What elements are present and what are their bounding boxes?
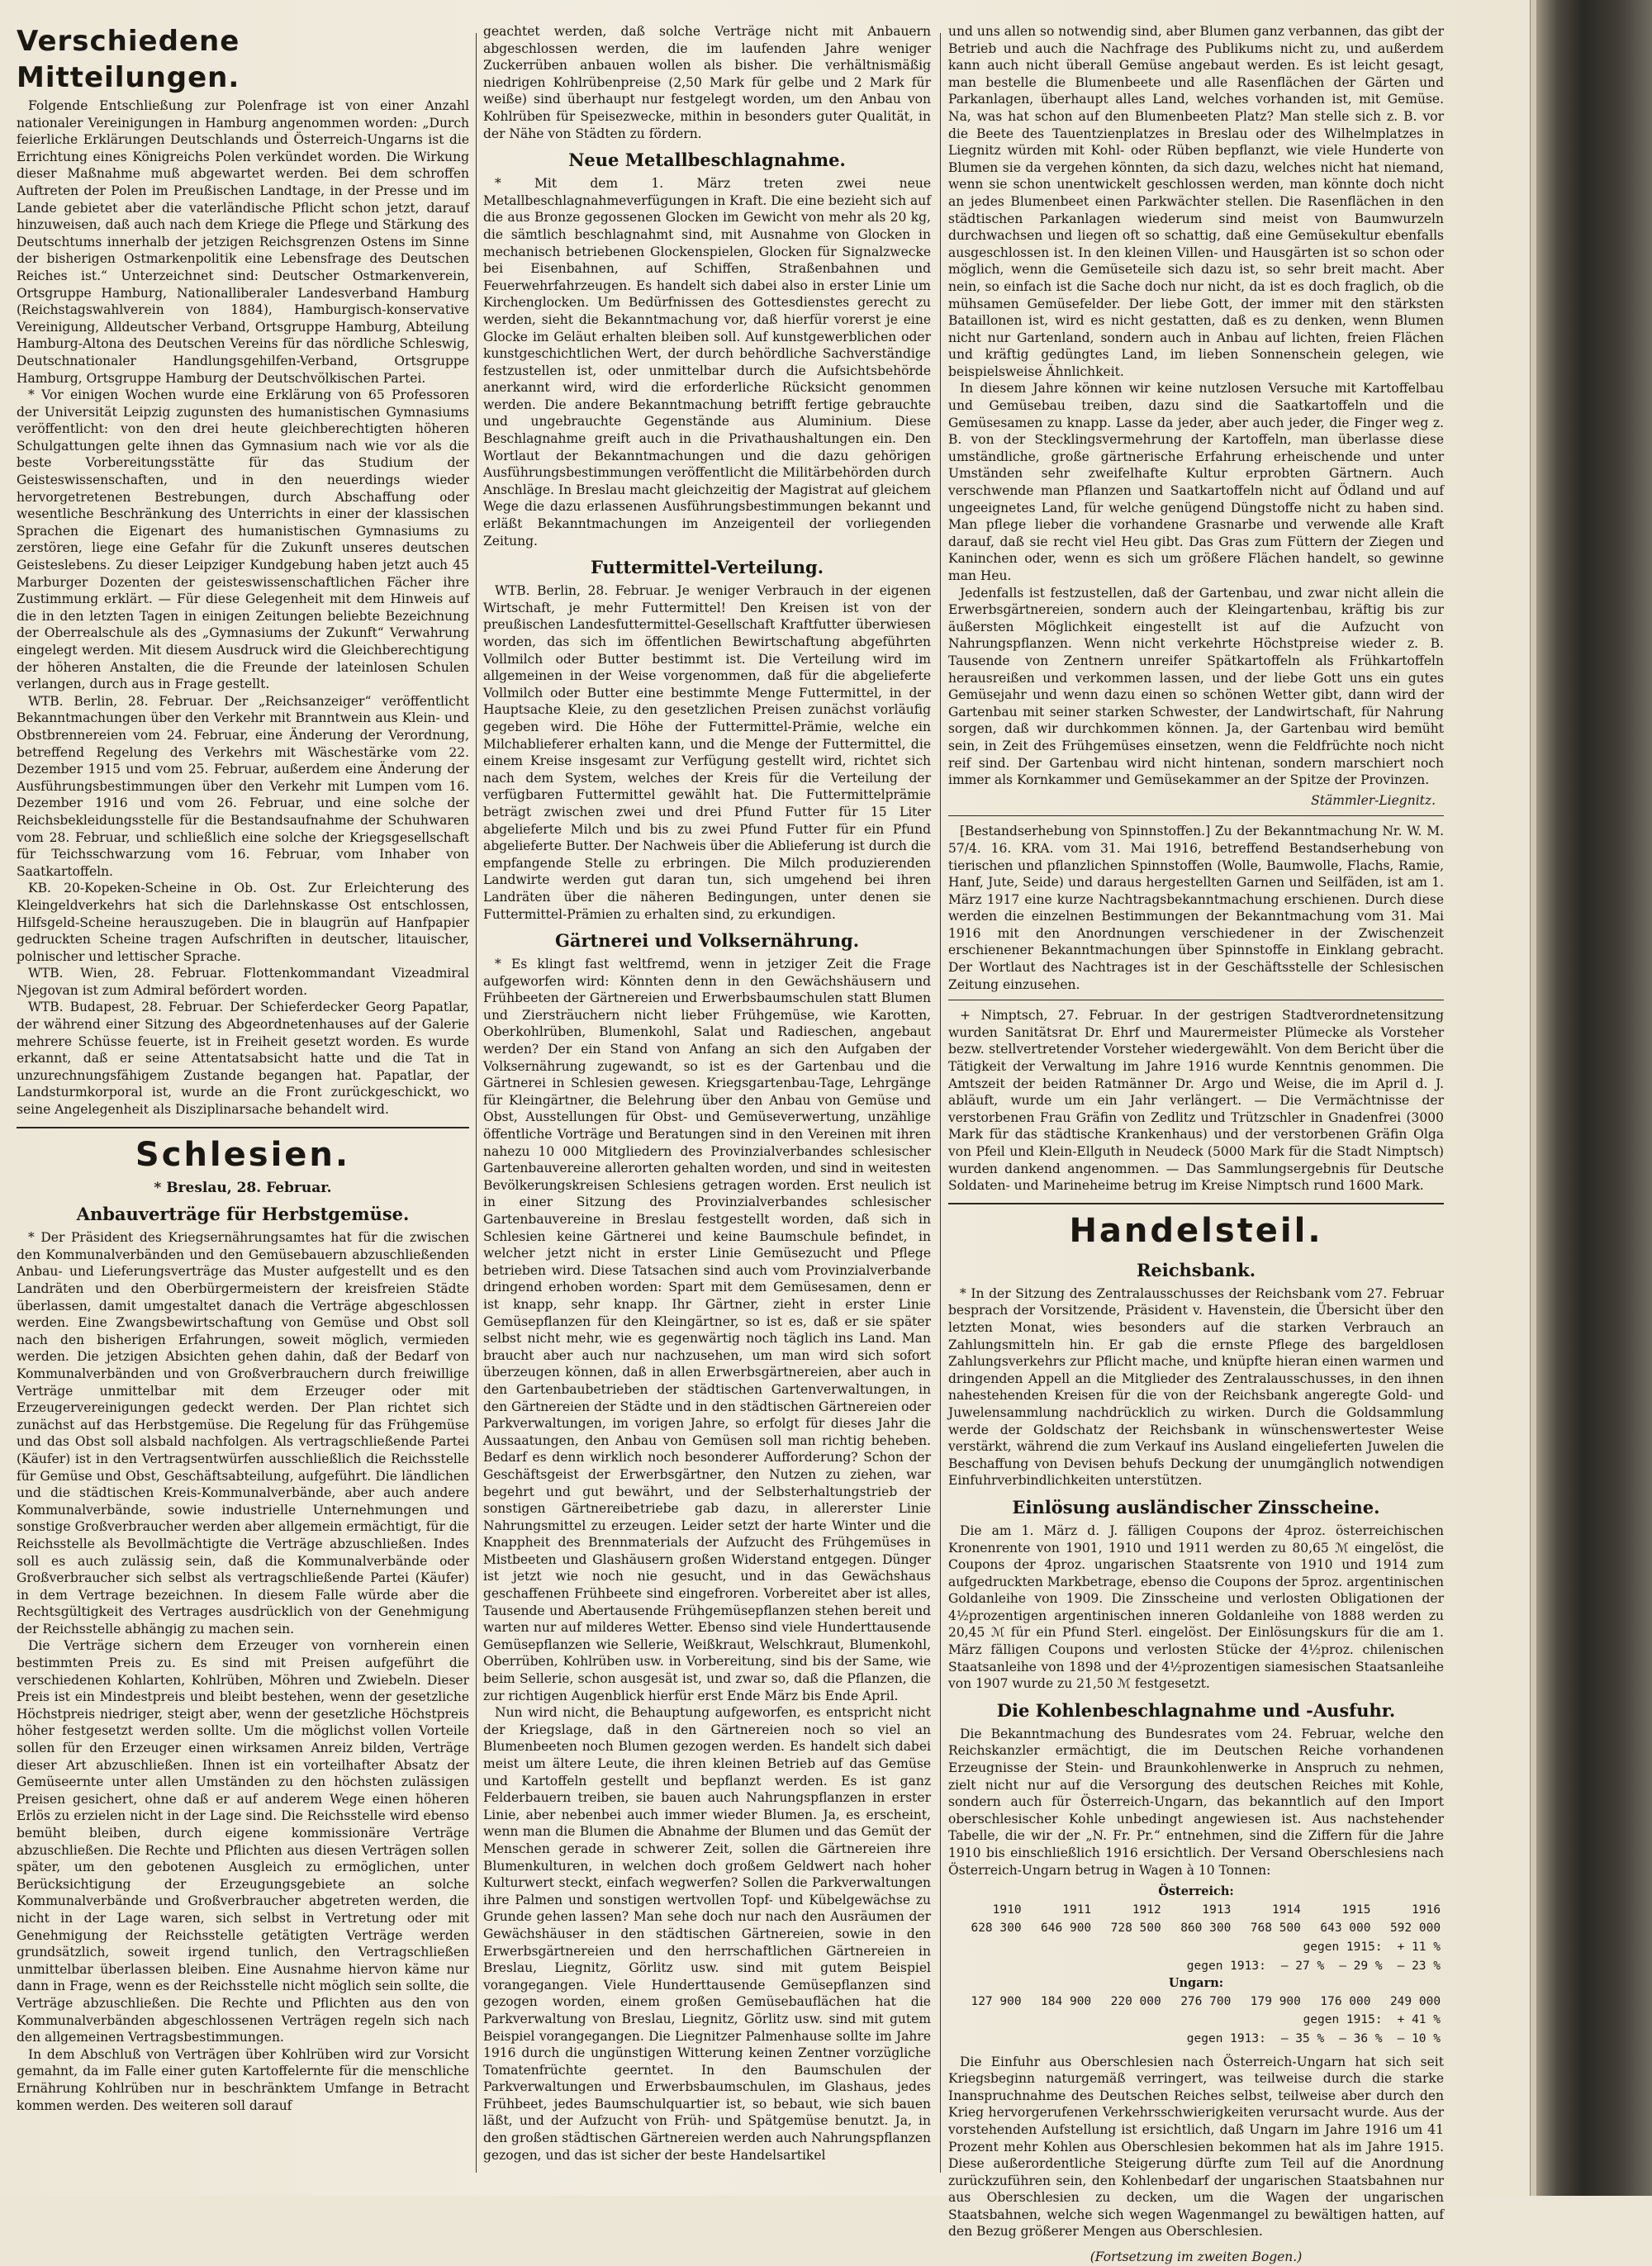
table-title-austria: Österreich: [1158, 1884, 1234, 1899]
table-cell: 646 900 [1041, 1922, 1092, 1936]
table-cell: 643 000 [1320, 1922, 1371, 1936]
article-paragraph: * Es klingt fast weltfremd, wenn in jetziger Zeit die Frage aufgeworfen wird: Könnten denn in den Gewächshäusern und Frühbeeten der Gärtnereien und Erwerbsbaumschulen statt Blumen und Ziersträuchern nicht lieber Frühgemüse, wie Karotten, Oberkohlrüben, Blumenkohl, Salat und Radieschen, angebaut werden? Der ein Stand von Anfang an sich den Aufgaben der Volksernährung zugewandt, so ist es der Gartenbau und die Gärtnerei in Schlesien gewesen. Kriegsgartenbau-Tage, Lehrgänge für Kleingärtner, die Belehrung über den Anbau von Gemüse und Obst, Ausstellungen für Obst- und Gemüseverwertung, unzählige öffentliche Vorträge und Beratungen sind in den Vereinen mit ihren nahezu 10 000 Mitgliedern des Provinzialverbandes schlesischer Gartenbauvereine allerorten gehalten worden, und sind in weitesten Bevölkerungskreisen Schlesiens getragen worden. Erst neulich ist in einer Sitzung des Provinzialverbandes schlesischer Gartenbauvereine in Breslau festgestellt worden, daß sich in Schlesien keine Gärtnerei und keine Baumschule befindet, in welcher jetzt nicht in erster Linie Gemüsezucht und Pflege betrieben wird. Diese Tatsachen sind auch vom Provinzialverbande dringend erhoben worden: Spart mit dem Gemüsesamen, denn er ist knapp, sehr knapp. Ihr Gärtner, zieht in erster Linie Gemüsepflanzen für den Kleingärtner, so ist es, daß er sie später selbst nicht mehr, wie es gegenwärtig noch täglich ins Land. Man braucht aber auch nur nachzusehen, um man wird sich sofort überzeugen können, daß in allen Erwerbsgärtnereien, aber auch in den Gartenbaubetrieben der städtischen Gartenverwaltungen, in den Gärtnereien der Städte und in den städtischen Gärtnereien oder Parkverwaltungen, im vorigen Jahre, so erfolgt für dieses Jahr die Aussaatungen, den Anbau von Gemüsen soll man richtig beheben. Bedarf es denn wirklich noch besonderer Aufforderung? Schon der Geschäftsgeist der Erwerbsgärtner, den Nutzen zu ziehen, war begehrt und gut bewährt, und der Selbsterhaltungstrieb der sonstigen Gärtnereibetriebe gab dazu, in allererster Linie Nahrungsmittel zu erzeugen. Leider setzt der harte Winter und die Knappheit des Brennmaterials der Aufzucht des Frühgemüses in Mistbeeten und Glashäusern großen Widerstand entgegen. Dünger ist jetzt wie noch nie gesucht, und in das Gewächshaus geschaffenen Frühbeete sind eingefroren. Vorbereitet aber ist alles, Tausende und Abertausende Frühgemüsepflanzen stehen bereit und warten nur auf milderes Wetter. Ebenso sind viele Hunderttausende Gemüsepflanzen wie Sellerie, Weißkraut, Welschkraut, Blumenkohl, Oberrüben, Kohlrüben usw. in Vorbereitung, sind bis der Same, wie beim Sellerie, schon ausgesät ist, und zwar so, daß die Pflanzen, die zur richtigen Augenblick hierfür erst Ende März bis Ende April. [483, 957, 931, 1703]
table-cell: — 36 % [1339, 2031, 1383, 2045]
table-row-comparison [948, 1957, 1444, 1976]
article-paragraph: WTB. Berlin, 28. Februar. Der „Reichsanzeiger“ veröffentlicht Bekanntmachungen über den Verkehr mit Branntwein aus Klein- und Obstbrennereien vom 24. Februar, eine Änderung der Verordnung, betreffend Regelung des Verkehrs mit Wäschestärke vom 22. Dezember 1915 und vom 25. Februar, außerdem eine Änderung der Ausführungsbestimmungen über den Verkehr mit Lumpen vom 16. Dezember 1916 und vom 26. Februar, und eine solche der Reichsbekleidungsstelle für die Bestandsaufnahme der Schuhwaren vom 28. Februar, und schließlich eine solche der Kriegsgesellschaft für Teichsschwarzung vom 16. Februar, vom Inhaber von Saatkartoffeln. [17, 693, 469, 879]
article-paragraph: * Mit dem 1. März treten zwei neue Metallbeschlagnahmeverfügungen in Kraft. Die eine bezieht sich auf die aus Bronze gegossenen Glocken im Gewicht von mehr als 20 kg, die sämtlich beschlagnahmt sind, mit Ausnahme von Glocken in mechanisch betriebenen Glockenspielen, Glocken für Signalzwecke bei Eisenbahnen, auf Schiffen, Straßenbahnen und Feuerwehrfahrzeugen. Es handelt sich dabei also in erster Linie um Kirchenglocken. Um Bedürfnissen des Gottesdienstes gerecht zu werden, sieht die Bekanntmachung vor, daß hierfür vorerst je eine Glocke im Geläut erhalten bleiben soll. Auf kunstgewerblichen oder kunstgeschichtlichen Wert, der durch behördliche Sachverständige festzustellen ist, oder unmittelbar durch die Aufsichtsbehörde anerkannt wird, wird die erforderliche Rücksicht genommen werden. Die andere Bekanntmachung betrifft fertige gebrauchte und ungebrauchte Gegenstände aus Aluminium. Diese Beschlagnahme greift auch in die Privathaushaltungen ein. Den Wortlaut der Bekanntmachungen und die dazu gehörigen Ausführungsbestimmungen veröffentlicht die Militärbehörden durch Anschläge. In Breslau macht gleichzeitig der Magistrat auf gleichem Wege die dazu erlassenen Ausführungsbestimmungen bekannt und erläßt Bekanntmachungen im Anzeigenteil der vorliegenden Zeitung. [483, 176, 931, 549]
table-cell: gegen 1915: [1303, 2013, 1383, 2027]
table-cell: 220 000 [1110, 1994, 1161, 2008]
article-paragraph: Die Verträge sichern dem Erzeuger von vornherein einen bestimmten Preis zu. Es sind mit Preisen aufgeführt die verschiedenen Kohlarten, Kohlrüben, Möhren und Zwiebeln. Dieser Preis ist ein Mindestpreis und bleibt bestehen, wenn der gesetzliche Höchstpreis niedriger, steigt aber, wenn der gesetzliche Höchstpreis höher festgesetzt werden sollte. Um die möglichst vollen Vorteile sollen für den Erzeuger einen wirksamen Anreiz bilden, Verträge dieser Art abzuschließen. Ihnen ist ein vorteilhafter Absatz der Gemüseernte unter allen Umständen zu den höchsten zulässigen Preisen gesichert, ohne daß er auf anderem Wege einen höheren Erlös zu erzielen nicht in der Lage sind. Die Reichsstelle wird ebenso bemüht bleiben, durch eigene kommissionäre Verträge abzuschließen. Die Rechte und Pflichten aus diesen Verträgen sollen später, um den gebotenen Ausgleich zu ermöglichen, unter Berücksichtigung der Erzeugungsgebiete an solche Kommunalverbände und Großverbraucher abgetreten werden, die nicht in der Lage waren, sich selbst in Vertretung oder mit Genehmigung der Reichsstelle getätigten Verträge werden grundsätzlich, soweit irgend tunlich, den Vertragschließen unmittelbar überlassen bleiben. Eine Ausnahme hiervon käme nur dann in Frage, wenn es der Reichsstelle nicht möglich sein sollte, die Verträge abzuschließen. Die Rechte und Pflichten aus den von Kommunalverbänden abgeschlossenen Verträgen regeln sich nach den allgemeinen Vertragsbestimmungen. [17, 1638, 469, 2045]
article-paragraph: geachtet werden, daß solche Verträge nicht mit Anbauern abgeschlossen werden, die im laufenden Jahre weniger Zuckerrüben anbauen wollen als bisher. Die verhältnismäßig niedrigen Kohlrübenpreise (2,50 Mark für gelbe und 2 Mark für weiße) sind überhaupt nur festgelegt worden, um den Anbau von Kohlrüben für Speisezwecke, mithin in besonders guter Qualität, in der Nähe von Städten zu fördern. [483, 24, 931, 141]
table-cell: 1913 [1202, 1903, 1232, 1917]
article-paragraph: * Vor einigen Wochen wurde eine Erklärung von 65 Professoren der Universität Leipzig zugunsten des humanistischen Gymnasiums veröffentlicht: von den drei heute gleichberechtigten höheren Schulgattungen gelte ihnen das Gymnasium nach wie vor als die beste Vorbereitungsstätte für das Studium der Geisteswissenschaften, und in den neuerdings wieder hervorgetretenen Bestrebungen, durch Abschaffung oder wesentliche Beschränkung des Unterrichts in einer der klassischen Sprachen die Eigenart des humanistischen Gymnasiums zu zerstören, liege eine Gefahr für die Zukunft unseres deutschen Geisteslebens. Zu dieser Leipziger Kundgebung haben jetzt auch 45 Marburger Dozenten der geisteswissenschaftlichen Fächer ihre Zustimmung erklärt. — Für diese Gelegenheit mit dem Hinweis auf die in den letzten Tagen in einigen Zeitungen beliebte Bezeichnung der Oberrealschule als des „Gymnasiums der Zukunft“ Verwahrung eingelegt werden. Mit diesem Ausdruck wird die Gleichberechtigung der höheren Anstalten, die die Freunde der lateinlosen Schulen verlangen, durch aus in Frage gestellt. [17, 387, 469, 692]
table-row-comparison [948, 2030, 1444, 2049]
article-paragraph: + Nimptsch, 27. Februar. In der gestrigen Stadtverordnetensitzung wurden Sanitätsrat Dr. Ehrf und Maurermeister Plümecke als Vorsteher bezw. stellvertretender Vorsteher wiedergewählt. Von dem Bericht über die Tätigkeit der Verwaltung im Jahre 1916 wurde Kenntnis genommen. Die Amtszeit der beiden Ratmänner Dr. Argo und Weise, die im April d. J. abläuft, wurde um ein Jahr verlängert. — Die Vermächtnisse der verstorbenen Frau Gräfin von Zedlitz und Trützschler in Gnadenfrei (3000 Mark für das städtische Krankenhaus) und der verstorbenen Gräfin Olga von Pfeil und Klein-Ellguth in Neudeck (5000 Mark für die Stadt Nimptsch) wurden dankend angenommen. — Das Sammlungsergebnis für Deutsche Soldaten- und Marineheime betrug im Kreise Nimptsch rund 1600 Mark. [948, 1008, 1444, 1194]
article-paragraph: Die Bekanntmachung des Bundesrates vom 24. Februar, welche den Reichskanzler ermächtigt, die im Deutschen Reiche vorhandenen Erzeugnisse der Stein- und Braunkohlenwerke in Anspruch zu nehmen, zielt nicht nur auf die Versorgung des deutschen Reiches mit Kohle, sondern auch für Österreich-Ungarn, das bekanntlich auf den Import oberschlesischer Kohle unbedingt angewiesen ist. Aus nachstehender Tabelle, die wir der „N. Fr. Pr.“ entnehmen, sind die Ziffern für die Jahre 1910 bis einschließlich 1916 ersichtlich. Der Versand Oberschlesiens nach Österreich-Ungarn betrug in Wagen à 10 Tonnen: [948, 1726, 1444, 1878]
article-paragraph: * Der Präsident des Kriegsernährungsamtes hat für die zwischen den Kommunalverbänden und den Gemüsebauern abzuschließenden Anbau- und Lieferungsverträge das Muster aufgestellt und es den Landräten und den Oberbürgermeistern der kreisfreien Städte überlassen, damit umgestaltet danach die Verträge abgeschlossen werden. Eine Zwangsbewirtschaftung von Gemüse und Obst soll nach den bisherigen Erfahrungen, soweit möglich, vermieden werden. Die jetzigen Absichten gehen dahin, daß der Bedarf von Kommunalverbänden und von Großverbrauchern durch freiwillige Verträge unmittelbar mit dem Erzeuger oder mit Erzeugervereinigungen gedeckt werden. Der Plan richtet sich zunächst auf das Herbstgemüse. Die Regelung für das Frühgemüse und das Obst soll alsbald nachfolgen. Als vertragschließende Partei (Käufer) ist in den Vertragsentwürfen ausschließlich die Reichsstelle für Gemüse und Obst, Geschäftsabteilung, aufgeführt. Die ländlichen und die städtischen Kreis-Kommunalverbände, aber auch andere Kommunalverbände, sowie industrielle Unternehmungen und sonstige Großverbraucher werden aber allgemein ermächtigt, für die Reichsstelle als Bevollmächtigte die Verträge abzuschließen. Indes soll es auch zulässig sein, daß die Kommunalverbände oder Großverbraucher sich selbst als vertragschließende Partei (Käufer) in dem Vertrage bezeichnen. In diesem Falle würde aber die Rechtsgültigkeit des Vertrages ausdrücklich von der Genehmigung der Reichsstelle abhängig zu machen sein. [17, 1230, 469, 1637]
table-row-hungary [948, 1993, 1444, 2012]
section-title-verschiedene: Verschiedene Mitteilungen. [17, 25, 240, 94]
table-cell: 1915 [1341, 1903, 1371, 1917]
article-heading: Anbauverträge für Herbstgemüse. [76, 1204, 410, 1225]
author-signature: Stämmler-Liegnitz. [1311, 792, 1436, 808]
article-paragraph: In dem Abschluß von Verträgen über Kohlrüben wird zur Vorsicht gemahnt, da im Falle einer guten Kartoffelernte für die menschliche Ernährung Kohlrüben nur in beschränktem Umfange in Betracht kommen werden. Des weiteren soll darauf [17, 2046, 469, 2113]
dateline: * Breslau, 28. Februar. [154, 1179, 332, 1196]
section-title-schlesien: Schlesien. [135, 1135, 351, 1174]
table-row-years [948, 1901, 1444, 1920]
table-cell: 127 900 [971, 1994, 1022, 2008]
coal-export-table [948, 1884, 1444, 2048]
column-rule [940, 33, 941, 2173]
table-cell: 1912 [1132, 1903, 1161, 1917]
column-rule [476, 33, 477, 2173]
table-row-austria [948, 1919, 1444, 1938]
column-left [17, 23, 469, 2188]
section-title-handelsteil: Handelsteil. [1069, 1211, 1323, 1250]
article-heading: Neue Metallbeschlagnahme. [568, 150, 846, 171]
table-cell: 1914 [1271, 1903, 1301, 1917]
table-cell: 728 500 [1110, 1922, 1161, 1936]
article-heading: Reichsbank. [1136, 1259, 1256, 1280]
table-cell: gegen 1913: [1186, 2031, 1266, 2045]
article-heading: Die Kohlenbeschlagnahme und -Ausfuhr. [996, 1699, 1396, 1721]
section-divider [948, 1203, 1444, 1204]
table-cell: — 29 % [1339, 1959, 1383, 1973]
table-cell: + 41 % [1397, 2013, 1441, 2027]
article-paragraph: KB. 20-Kopeken-Scheine in Ob. Ost. Zur Erleichterung des Kleingeldverkehrs hat sich die Darlehnskasse Ost entschlossen, Hilfsgeld-Scheine herauszugeben. Die in blaugrün auf Hanfpapier gedruckten Scheine tragen Aufschriften in deutscher, litauischer, polnischer und lettischer Sprache. [17, 881, 469, 964]
table-cell: gegen 1915: [1303, 1940, 1383, 1954]
table-cell: 176 000 [1320, 1994, 1371, 2008]
continuation-note: (Fortsetzung im zweiten Bogen.) [1089, 2249, 1303, 2265]
table-cell: — 35 % [1280, 2031, 1325, 2045]
article-heading: Futtermittel-Verteilung. [590, 557, 824, 578]
article-paragraph: Nun wird nicht, die Behauptung aufgeworfen, es entspricht nicht der Kriegslage, daß in den Gärtnereien noch so viel an Blumenbeeten noch Blumen gezogen werden. Es handelt sich dabei meist um ältere Leute, die ihren kleinen Betrieb auf das Gemüse und Kartoffeln gestellt und bepflanzt werden. Es ist ganz Felderbauern treiben, sie bauen auch Nahrungspflanzen in erster Linie, aber nebenbei auch immer wieder Blumen. Ja, es erscheint, wenn man die Blumen die Abnahme der Blumen und das Gemüt der Menschen gerade in schwerer Zeit, sollen die Gärtnereien ihre Blumenkulturen, in welchen doch großem Geldwert nach hoher Kulturwert steckt, einfach wegwerfen? Sollen die Parkverwaltungen ihre Palmen und sonstigen wertvollen Topf- und Kübelgewächse zu Grunde gehen lassen? Man sehe doch nur nach den Ausräumen der Gewächshäuser in den städtischen Gärtnereien, sowie in den Erwerbsgärtnereien und den herrschaftlichen Gärtnereien in Breslau, Liegnitz, Görlitz usw. sind mit gutem Beispiel vorangegangen. Viele Hunderttausende Gemüsepflanzen sind gezogen worden, einem großen Gemüsebauflächen hat die Parkverwaltung von Breslau, Liegnitz, Görlitz usw. sind mit gutem Beispiel vorangegangen. Die Liegnitzer Palmenhause sollte im Jahre 1916 durch die ungünstigen Witterung keinen Zentner vorzügliche Tomatenfrüchte geerntet. In den Baumschulen der Parkverwaltungen und Erwerbsbaumschulen, im Glashaus, jedes Frühbeet, jedes Baumschulquartier ist, so bebaut, wie sich bauen läßt, und der Aufzucht von Früh- und Spätgemüse benutzt. Ja, in den großen städtischen Gärtnereien werden auch Nahrungspflanzen gezogen, und das ist sicher der beste Handelsartikel [483, 1705, 931, 2163]
table-cell: 249 000 [1389, 1994, 1441, 2008]
article-paragraph: * In der Sitzung des Zentralausschusses der Reichsbank vom 27. Februar besprach der Vorsitzende, Präsident v. Havenstein, die Übersicht über den letzten Monat, wies besonders auf die starken Verbrauch an Zahlungsmitteln hin. Er gab die ernste Pflege des bargeldlosen Zahlungsverkehrs zur Pflicht mache, und knüpfte hieran einen warmen und dringenden Appell an die Mitglieder des Zentralausschusses, in den ihnen nahestehenden Kreisen für die von der Reichsbank angeregte Gold- und Juwelensammlung nachdrücklich zu wirken. Durch die Goldsammlung werde der Goldschatz der Reichsbank in wünschenswertester Weise verstärkt, während die zum Verkauf ins Ausland eingelieferten Juwelen die Beschaffung von Devisen behufs Deckung der unumgänglich notwendigen Einfuhrverbindlichkeiten unterstützen. [948, 1285, 1444, 1489]
table-row-comparison [948, 2011, 1444, 2030]
table-cell: 184 900 [1041, 1994, 1092, 2008]
table-cell: 768 500 [1250, 1922, 1301, 1936]
section-divider [17, 1127, 469, 1128]
table-cell: 276 700 [1180, 1994, 1232, 2008]
table-title-hungary: Ungarn: [1168, 1976, 1224, 1991]
table-cell: gegen 1913: [1186, 1959, 1266, 1973]
article-heading: Gärtnerei und Volksernährung. [554, 930, 860, 952]
table-cell: — 27 % [1280, 1959, 1325, 1973]
divider [948, 815, 1444, 816]
column-right [948, 23, 1444, 2265]
article-paragraph: Die am 1. März d. J. fälligen Coupons der 4proz. österreichischen Kronenrente von 1901, 1910 und 1911 werden zu 80,65 ℳ eingelöst, die Coupons der 4proz. ungarischen Staatsrente von 1910 und 1914 zum aufgedruckten Markbetrage, ebenso die Coupons der 5proz. argentinischen Goldanleihe von 1909. Die Zinsscheine und verlosten Obligationen der 4½prozentigen argentinischen inneren Goldanleihe von 1888 werden zu 20,45 ℳ für ein Pfund Sterl. eingelöst. Der Einlösungskurs für die am 1. März fälligen Coupons und verlosten Stücke der 4½proz. chilenischen Staatsanleihe von 1898 und der 4½prozentigen siamesischen Staatsanleihe von 1907 wurde zu 21,50 ℳ festgesetzt. [948, 1523, 1444, 1692]
article-paragraph: [Bestandserhebung von Spinnstoffen.] Zu der Bekanntmachung Nr. W. M. 57/4. 16. KRA. vom 31. Mai 1916, betreffend Bestandserhebung von tierischen und pflanzlichen Spinnstoffen (Wolle, Baumwolle, Flachs, Ramie, Hanf, Jute, Seide) und daraus hergestellten Garnen und Seilfäden, ist am 1. März 1917 eine kurze Nachtragsbekanntmachung erschienen. Durch diese werden die einzelnen Bestimmungen der Bekanntmachung vom 31. Mai 1916 mit den Anordnungen verschiedener in der Zwischenzeit erschienener Bekanntmachungen über Spinnstoffe in Einklang gebracht. Der Wortlaut des Nachtrages ist in der Geschäftsstelle der Schlesischen Zeitung einzusehen. [948, 824, 1444, 992]
article-heading: Einlösung ausländischer Zinsscheine. [1012, 1496, 1380, 1518]
article-paragraph: WTB. Berlin, 28. Februar. Je weniger Verbrauch in der eigenen Wirtschaft, je mehr Futtermittel! Den Kreisen ist von der preußischen Landesfuttermittel-Gesellschaft Kraftfutter überwiesen worden, das sich im öffentlichen Bewirtschaftung abgeführten Vollmilch oder Butter bestimmt ist. Die Verteilung wird im allgemeinen in der Weise vorgenommen, daß für die abgelieferte Vollmilch oder Butter eine bestimmte Menge Futtermittel, in der Hauptsache Kleie, zu den gesetzlichen Preisen zunächst vorläufig gegeben wird. Die Höhe der Futtermittel-Prämie, welche ein Milchablieferer erhalten kann, und die Menge der Futtermittel, die einem Kreise insgesamt zur Verfügung gestellt wird, richtet sich nach dem System, welches der Kreis für die Verteilung der verfügbaren Futtermittel gewählt hat. Die Futtermittelprämie beträgt zwischen zwei und drei Pfund Futter für 15 Liter abgelieferte Milch und bis zu zwei Pfund Futter für ein Pfund abgelieferte Butter. Der Nachweis über die Ablieferung ist durch die empfangende Stelle zu erbringen. Die Milch produzierenden Landwirte werden gut daran tun, sich umgehend bei ihren Landräten über die näheren Bedingungen, unter denen sie Futtermittel-Prämien zu erhalten sind, zu erkundigen. [483, 583, 931, 922]
table-cell: 592 000 [1389, 1922, 1441, 1936]
table-cell: 179 900 [1250, 1994, 1301, 2008]
table-row-comparison [948, 1938, 1444, 1957]
table-cell: 628 300 [971, 1922, 1022, 1936]
table-cell: 1911 [1062, 1903, 1092, 1917]
table-cell: 860 300 [1180, 1922, 1232, 1936]
column-middle [483, 23, 931, 2188]
table-cell: + 11 % [1397, 1940, 1441, 1954]
table-cell: — 23 % [1397, 1959, 1441, 1973]
article-paragraph: Die Einfuhr aus Oberschlesien nach Österreich-Ungarn hat sich seit Kriegsbeginn naturgemäß verringert, was teilweise durch die starke Inanspruchnahme des Deutschen Reiches selbst, teilweise aber durch den Krieg hervorgerufenen Verkehrsschwierigkeiten verursacht wurde. Aus der vorstehenden Aufstellung ist ersichtlich, daß Ungarn im Jahre 1916 um 41 Prozent mehr Kohlen aus Oberschlesien bekommen hat als im Jahre 1915. Diese außerordentliche Steigerung dürfte zum Teil auf die Anordnung zurückzuführen sein, den Kohlenbedarf der ungarischen Staatsbahnen nur aus Oberschlesien zu decken, um die Wagen der ungarischen Staatsbahnen, welche sich wegen Wagenmangel zu bewältigen hatten, auf den Bezug größerer Mengen aus Oberschlesien. [948, 2054, 1444, 2240]
article-paragraph: Folgende Entschließung zur Polenfrage ist von einer Anzahl nationaler Vereinigungen in Hamburg angenommen worden: „Durch feierliche Erklärungen Deutschlands und Österreich-Ungarns ist die Errichtung eines Königreichs Polen verkündet worden. Die Wirkung dieser Maßnahme muß abgewartet werden. Bei dem schroffen Auftreten der Polen im Preußischen Landtage, in der Presse und im Lande gebietet aber die vaterländische Pflicht schon jetzt, darauf hinzuweisen, daß auch nach dem Kriege die Pflege und Stärkung des Deutschtums innerhalb der jetzigen Reichsgrenzen Ostens im Sinne der bisherigen Ostmarkenpolitik eine Lebensfrage des Deutschen Reiches ist.“ Unterzeichnet sind: Deutscher Ostmarkenverein, Ortsgruppe Hamburg, Nationalliberaler Landesverband Hamburg (Reichstagswahlverein von 1884), Hamburgisch-konservative Vereinigung, Alldeutscher Verband, Ortsgruppe Hamburg, Abteilung Hamburg-Altona des Deutschen Vereins für das nördliche Schleswig, Deutschnationaler Handlungsgehilfen-Verband, Ortsgruppe Hamburg, Ortsgruppe Hamburg der Deutschvölkischen Partei. [17, 98, 469, 386]
article-paragraph: WTB. Wien, 28. Februar. Flottenkommandant Vizeadmiral Njegovan ist zum Admiral befördert worden. [17, 966, 469, 998]
article-paragraph: In diesem Jahre können wir keine nutzlosen Versuche mit Kartoffelbau und Gemüsebau treiben, dazu sind die Saatkartoffeln und die Gemüsesamen zu knapp. Lasse da jeder, aber auch jeder, die Finger weg z. B. von der Stecklingsvermehrung der Kartoffeln, man überlasse diese umständliche, große gärtnerische Erfahrung erheischende und unter Umständen sehr zweifelhafte Kultur erprobten Gärtnern. Auch verschwende man Pflanzen und Saatkartoffeln nicht auf Ödland und auf ungeeignetes Land, für welche genügend Düngstoffe nicht zu haben sind. Man pflege lieber die vorhandene Grasnarbe und verwende alle Kraft darauf, daß sie recht viel Heu gibt. Das Gras zum Füttern der Ziegen und Kaninchen oder, wenn es sich um größere Flächen handelt, so gewinne man Heu. [948, 381, 1444, 583]
table-cell: — 10 % [1397, 2031, 1441, 2045]
article-paragraph: Jedenfalls ist festzustellen, daß der Gartenbau, und zwar nicht allein die Erwerbsgärtnereien, sondern auch der Kleingartenbau, kräftig bis zur äußersten Möglichkeit eingestellt ist auf die Aufzucht von Nahrungspflanzen. Wenn nicht verkehrte Höchstpreise wieder z. B. Tausende von Zentnern unreifer Spätkartoffeln als Frühkartoffeln herausreißen und verkommen lassen, und der liebe Gott uns ein gutes Gemüsejahr und wenn dazu einen so schönen Wetter gibt, dann wird der Gartenbau mit seiner starken Schwester, der Landwirtschaft, für Nahrung sorgen, daß wir durchkommen können. Ja, der Gartenbau wird bemüht sein, in Zeit des Frühgemüses einsetzen, wenn die Feldfrüchte noch nicht reif sind. Der Gartenbau wird nicht hintenan, sondern marschiert noch immer als Kornkammer und Gemüsekammer an der Spitze der Provinzen. [948, 585, 1444, 788]
article-paragraph: und uns allen so notwendig sind, aber Blumen ganz verbannen, das gibt der Betrieb und auch die Nachfrage des Publikums nicht zu, und außerdem kann auch nicht überall Gemüse angebaut werden. Es ist leicht gesagt, man bestelle die Blumenbeete und alle Rasenflächen der Gärten und Parkanlagen, überhaupt alles Land, welches vorhanden ist, mit Gemüse. Na, was hat schon auf den Blumenbeeten Platz? Man stelle sich z. B. vor die Beete des Tauentzienplatzes in Breslau oder des Wilhelmplatzes in Liegnitz würden mit Kohl- oder Rüben bepflanzt, wie viele Hunderte von Blumen sie da vergehen könnten, da sich dazu, welches nicht hat niemand, wenn sie schon unentwickelt geschlossen werden, man könnte doch nicht an jedes Blumenbeet einen Parkwächter stellen. Die Rasenflächen in den städtischen Parkanlagen wiederum sind meist von Baumwurzeln durchwachsen und liegen oft so schattig, daß eine Gemüsekultur ebenfalls ausgeschlossen ist. In den kleinen Villen- und Hausgärten ist so schon oder möglich, wenn die Gemüseteile sich dazu ist, so sehr breit macht. Aber nein, so einfach ist die Sache doch nur nicht, da ist es doch fraglich, ob die mühsamen Gemüsefelder. Der liebe Gott, der immer mit den stärksten Bataillonen ist, wird es nicht gestatten, daß es zu denken, wenn Blumen nicht nur Gartenland, sondern auch in Anbau auf lichten, freien Flächen und kräftig gedüngtes Land, im lieben Sonnenschein gelegen, wie beispielsweise Ähnlichkeit. [948, 24, 1444, 379]
table-cell: 1916 [1412, 1903, 1441, 1917]
book-binding [1536, 0, 1652, 2196]
article-paragraph: WTB. Budapest, 28. Februar. Der Schieferdecker Georg Papatlar, der während einer Sitzung des Abgeordnetenhauses auf der Galerie mehrere Schüsse feuerte, ist in Freiheit gesetzt worden. Es wurde erkannt, daß er seine Attentatsabsicht hatte und die Tat in unzurechnungsfähigem Zustande begangen hat. Papatlar, der Landsturmkorporal ist, wurde an die Front zurückgeschickt, wo seine Angelegenheit als Disziplinarsache behandelt wird. [17, 1000, 469, 1118]
table-cell: 1910 [992, 1903, 1022, 1917]
